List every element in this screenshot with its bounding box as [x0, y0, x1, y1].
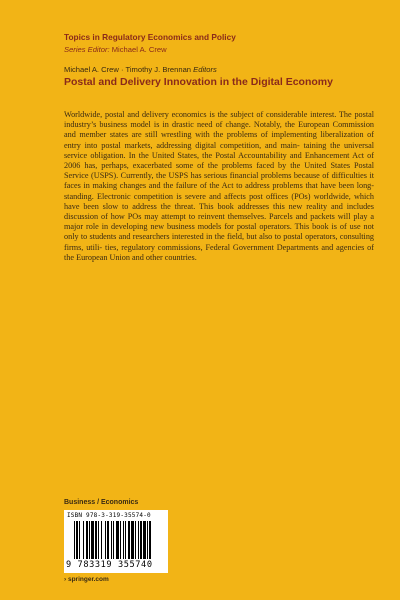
barcode-bar [74, 521, 75, 559]
barcode-bar [79, 521, 80, 559]
book-title: Postal and Delivery Innovation in the Digital Economy [64, 76, 333, 88]
barcode-bar [83, 521, 84, 559]
book-description [64, 110, 374, 263]
barcode-bar [95, 521, 97, 559]
blurb-line: European Union and other countries. [76, 252, 197, 262]
barcode-bars [74, 521, 160, 559]
barcode-bar [131, 521, 134, 559]
blurb-line: and Enhancement Act of 2006 has, perhaps, exacerbated some of the problems faced [64, 150, 374, 171]
barcode-bar [107, 521, 109, 559]
barcode-bar [123, 521, 124, 559]
barcode-bar [120, 521, 121, 559]
blurb-line: to address problems that have been long-standing. Electronic competition is severe [64, 181, 374, 201]
blurb-line: Commission and member states are still wrestling with the problems of implementing [64, 120, 375, 140]
isbn-barcode [64, 510, 168, 573]
barcode-bar [91, 521, 94, 559]
editor-names: Michael A. Crew · Timothy J. Brennan [64, 65, 192, 74]
blurb-line: ties, regulatory commissions, Federal Government Departments and agencies of the [64, 242, 374, 262]
barcode-bar [135, 521, 136, 559]
barcode-bar [143, 521, 146, 559]
blurb-line: postal industry’s business model is in drastic need of change. Notably, the European [64, 110, 375, 130]
barcode-bar [101, 521, 102, 559]
series-editor [64, 45, 236, 54]
subject-category: Business / Economics [64, 499, 139, 506]
barcode-bar [113, 521, 114, 559]
barcode-bar [128, 521, 130, 559]
barcode-bar [98, 521, 99, 559]
barcode-bar [149, 521, 151, 559]
barcode-bar [105, 521, 106, 559]
blurb-line: and affects post offices (POs) worldwide, which have been slow to address the threat. [64, 191, 375, 211]
barcode-bar [116, 521, 119, 559]
publisher-website: › springer.com [64, 576, 109, 583]
blurb-line: liberalization of entry into postal markets, addressing digital competition, and main- [64, 130, 375, 150]
barcode-bar [147, 521, 148, 559]
book-editors [64, 65, 217, 74]
barcode-bar [86, 521, 88, 559]
barcode-bar [140, 521, 142, 559]
blurb-line: taining the universal service obligation. In the United States, the Postal Accountability [64, 140, 374, 160]
isbn-number: ISBN 978-3-319-35574-0 [67, 512, 151, 519]
barcode-bar [111, 521, 112, 559]
barcode-bar [138, 521, 139, 559]
blurb-line: This book addresses this new reality and includes discussion of how POs may attempt [64, 201, 374, 222]
blurb-line: by the United States Postal Service (USPS). Currently, the USPS has serious financial [64, 161, 375, 181]
blurb-line: Worldwide, postal and delivery economics is the subject of considerable interest. The [64, 110, 352, 119]
series-title: Topics in Regulatory Economics and Policy [64, 32, 236, 42]
editors-label: Editors [193, 65, 217, 74]
blurb-line: to reinvent themselves. Parcels and packets will play a major role in developing new [64, 212, 375, 232]
barcode-bar [76, 521, 78, 559]
barcode-bar [89, 521, 90, 559]
blurb-line: researchers interested in the field, but also to postal operators, consulting firms, utili- [64, 232, 375, 252]
blurb-line: problems because of difficulties it faces in making changes and the failure of the Act [64, 171, 375, 191]
barcode-digits: 9 783319 355740 [66, 560, 153, 570]
series-editor-label: Series Editor: [64, 45, 110, 54]
barcode-bar [125, 521, 126, 559]
series-block [64, 32, 236, 54]
series-editor-name: Michael A. Crew [111, 45, 167, 54]
blurb-line: business models for postal operators. This book is of use not only to students and [64, 222, 375, 242]
